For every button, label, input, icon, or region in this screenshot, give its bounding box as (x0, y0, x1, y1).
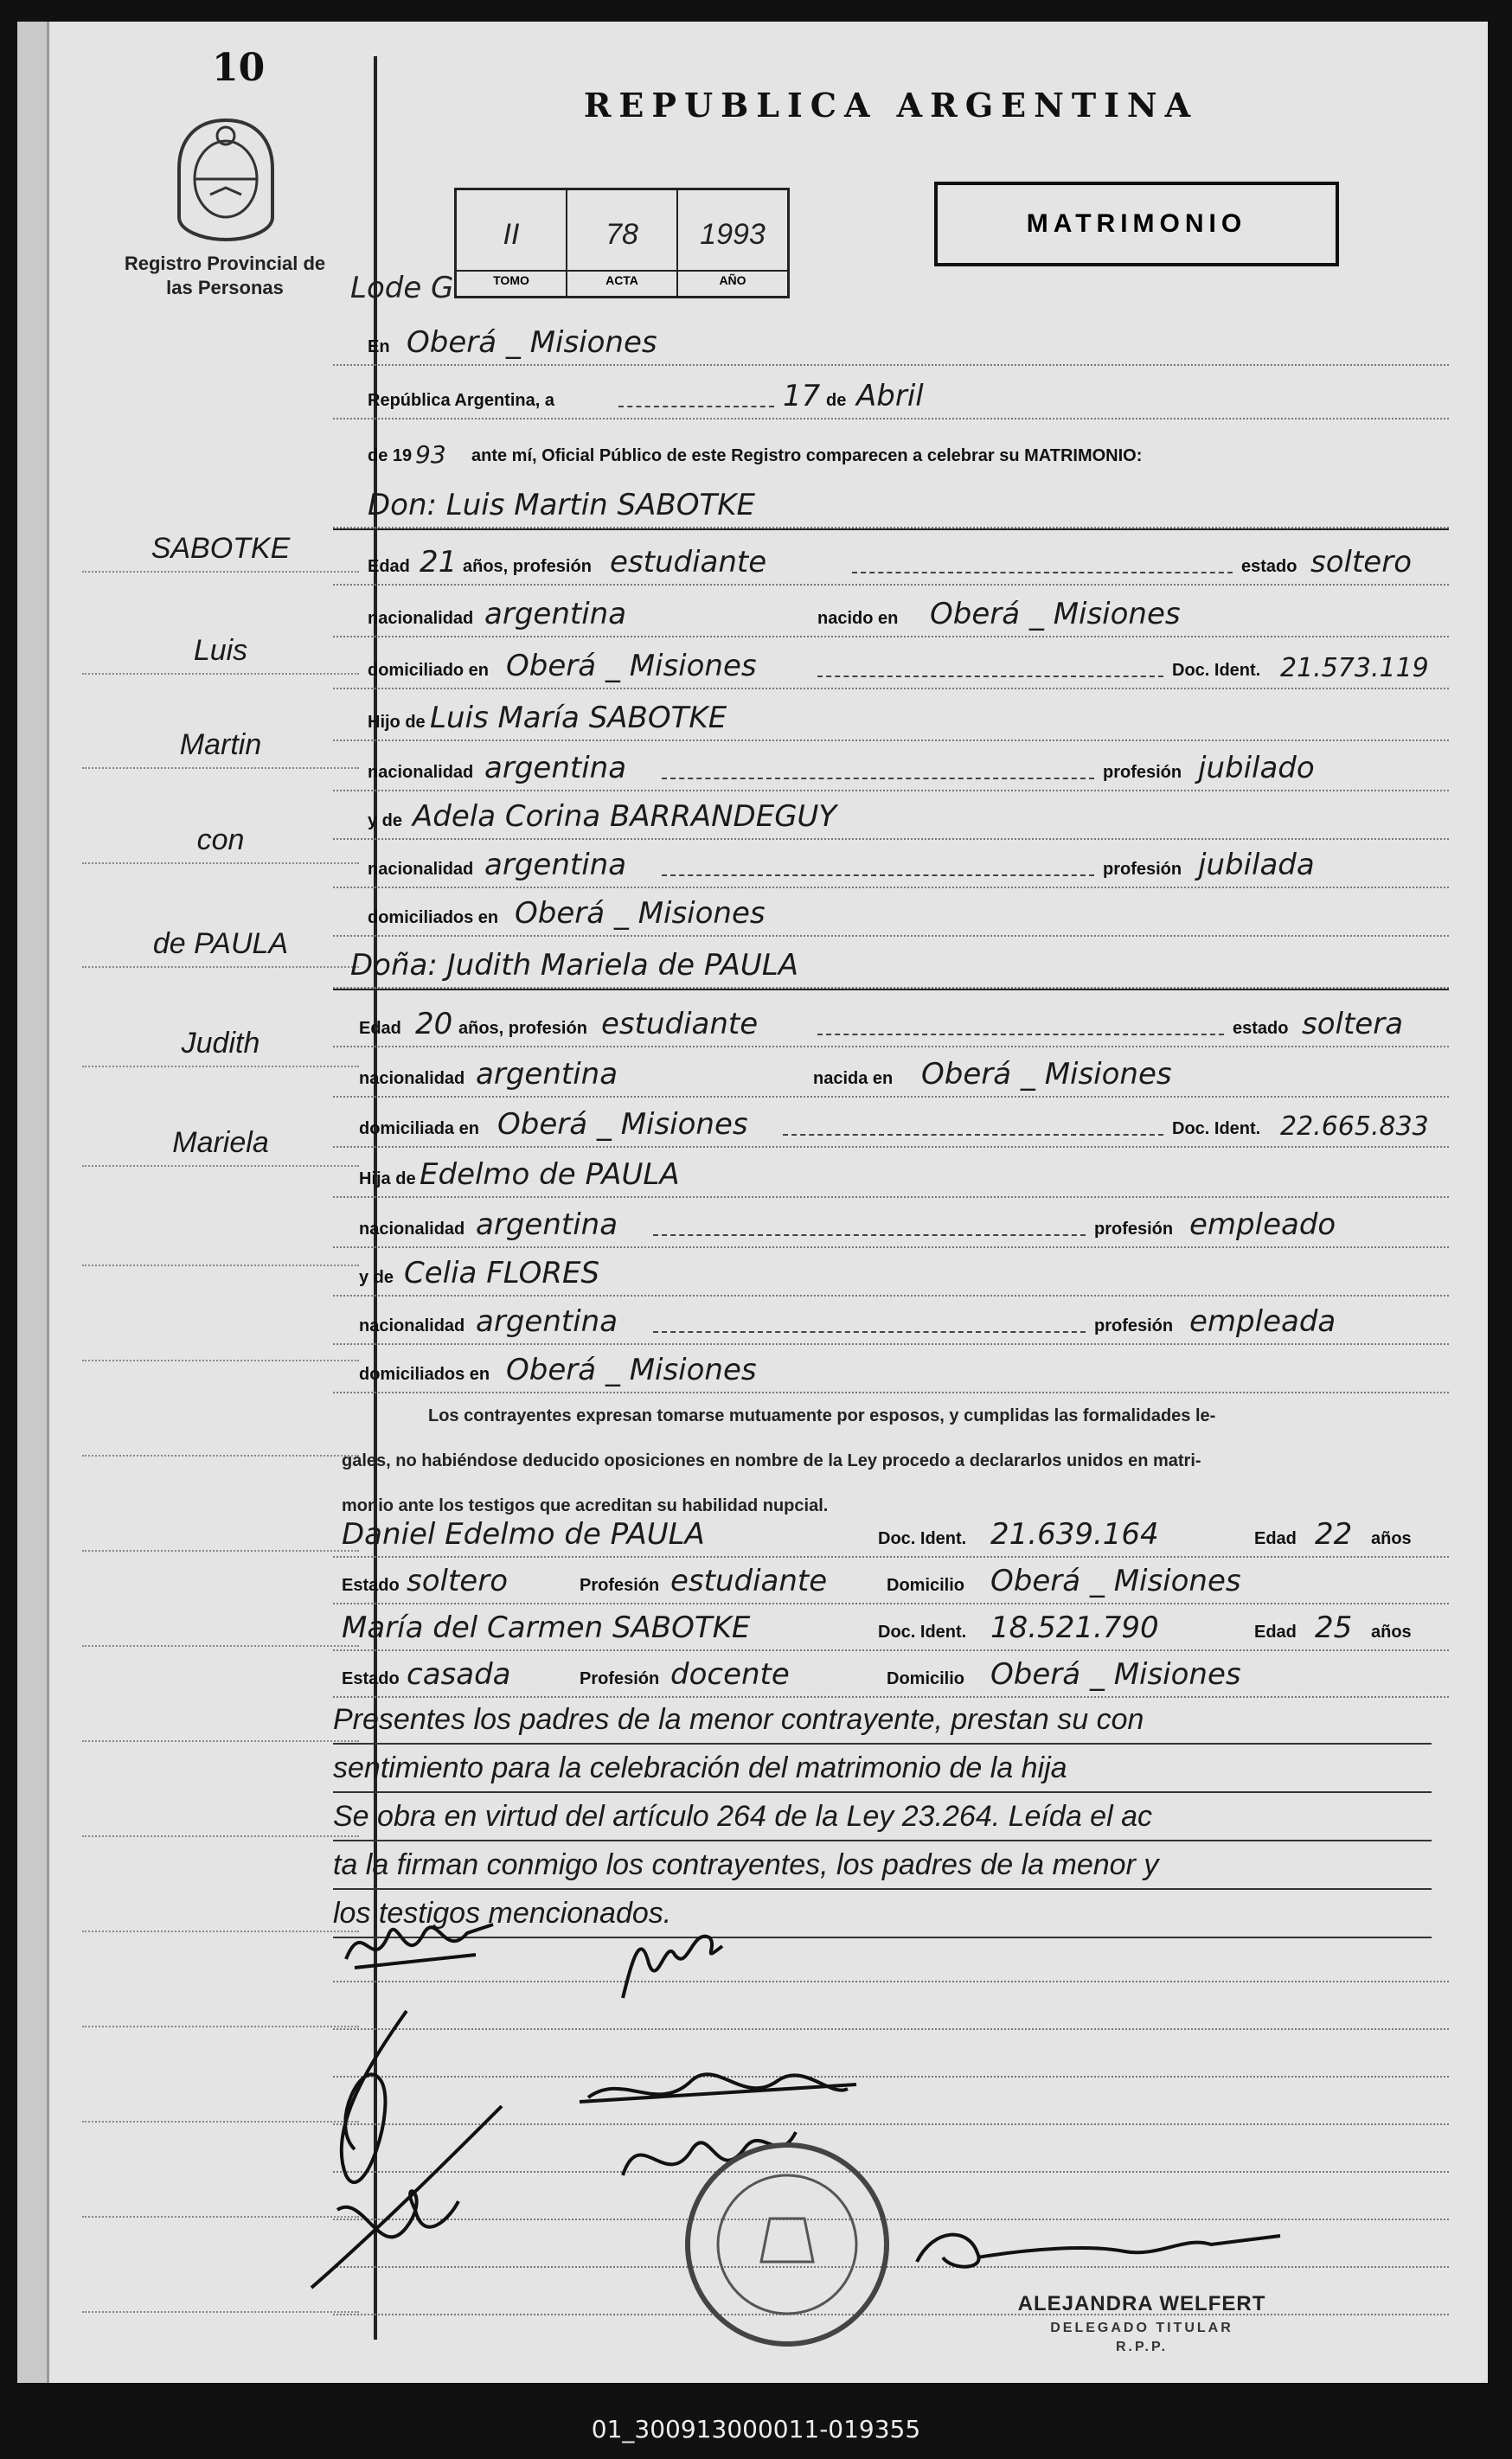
tomo-cell (457, 190, 567, 296)
official-stamp-icon (614, 2115, 900, 2366)
profesion-label: profesión (1103, 763, 1182, 782)
groom-mother: Adela Corina BARRANDEGUY (413, 799, 837, 834)
groom-mother-profession: jubilada (1198, 848, 1315, 882)
witness-1-status: soltero (407, 1564, 508, 1598)
line-novio-padre-nac (333, 743, 1449, 791)
dash-fill (618, 406, 774, 407)
doc-ident-label: Doc. Ident. (1172, 1119, 1261, 1138)
declaration-line-2: gales, no habiéndose deducido oposiciones en nombre de la Ley procedo a declararlos unidos en matri- (342, 1451, 1201, 1470)
margin-line (82, 813, 359, 864)
margin-line (82, 718, 359, 769)
dash-fill (783, 1134, 1163, 1136)
witness-2-address: Oberá _ Misiones (990, 1657, 1241, 1692)
witness-2-age: 25 (1315, 1611, 1353, 1645)
codigo-annotation: Lode G (350, 271, 454, 305)
dash-fill (653, 1331, 1086, 1333)
groom-profession: estudiante (610, 545, 767, 580)
bride-mother: Celia FLORES (404, 1256, 600, 1290)
line-dona (333, 940, 1449, 989)
signature-bride (605, 1911, 735, 2007)
margin-name-2: Martin (179, 728, 262, 761)
nacionalidad-label: nacionalidad (368, 860, 474, 879)
dash-fill (662, 874, 1094, 876)
nacido-en-label: nacido en (817, 609, 899, 628)
domiciliado-en-label: domiciliado en (368, 661, 490, 680)
margin-name-1: Luis (193, 634, 248, 667)
signature-official (900, 2210, 1297, 2288)
margin-name-3: Judith (181, 1027, 260, 1060)
dash-fill (653, 1234, 1086, 1236)
hija-de-label: Hija de (359, 1169, 416, 1188)
nacionalidad-label: nacionalidad (359, 1220, 465, 1239)
note-line-1: Presentes los padres de la menor contrayente, prestan su con (333, 1696, 1432, 1745)
line-lugar (333, 317, 1449, 366)
dash-fill (662, 778, 1094, 779)
profesion-label: profesión (1103, 860, 1182, 879)
document-title: REPUBLICA ARGENTINA (583, 86, 1199, 125)
groom-father-nationality: argentina (484, 751, 627, 785)
margin-line (82, 522, 359, 573)
bride-name: Doña: Judith Mariela de PAULA (350, 948, 798, 983)
margin-surname-bride: de PAULA (152, 927, 289, 960)
margin-name-4: Mariela (172, 1126, 269, 1159)
anos-label: años (1371, 1623, 1412, 1642)
line-don (333, 480, 1449, 528)
signature-groom (337, 1907, 502, 1985)
note-line-5: los testigos mencionados. (333, 1890, 1432, 1938)
margin-line (82, 917, 359, 968)
dia-value: 17 (783, 379, 821, 413)
line-novio-padres-dom (333, 888, 1449, 937)
witness-2-status: casada (407, 1657, 511, 1692)
nacida-en-label: nacida en (813, 1069, 894, 1088)
margin-line (82, 1310, 359, 1361)
line-novia-madre-nac (333, 1297, 1449, 1345)
dash-fill (817, 676, 1163, 677)
bride-profession: estudiante (601, 1007, 759, 1041)
line-testigo-2-datos (333, 1649, 1449, 1698)
binding-strip (17, 22, 49, 2383)
signature-witness-1 (277, 2002, 554, 2296)
line-novio-nac (333, 589, 1449, 637)
domiciliados-en-label: domiciliados en (359, 1365, 490, 1384)
witness-1-address: Oberá _ Misiones (990, 1564, 1241, 1598)
y-de-label: y de (359, 1268, 394, 1287)
anos-label: años (1371, 1529, 1412, 1548)
dash-fill (817, 1034, 1224, 1035)
registro-box (454, 188, 790, 298)
dash-fill (852, 572, 1233, 573)
line-testigo-1-datos (333, 1556, 1449, 1604)
anos-profesion-label: años, profesión (463, 557, 592, 576)
margin-con: con (196, 823, 245, 856)
line-novia-padre (333, 1149, 1449, 1198)
margin-line (82, 1116, 359, 1167)
nacionalidad-label: nacionalidad (359, 1316, 465, 1335)
margin-surname-groom: SABOTKE (151, 532, 291, 565)
domicilio-label: Domicilio (887, 1576, 965, 1595)
declaration-line-3: monio ante los testigos que acreditan su habilidad nupcial. (342, 1496, 829, 1515)
anio-sufijo: 93 (415, 440, 446, 469)
margin-line (82, 1016, 359, 1067)
bride-parents-address: Oberá _ Misiones (506, 1353, 757, 1387)
en-value: Oberá _ Misiones (407, 325, 657, 360)
domiciliada-en-label: domiciliada en (359, 1119, 479, 1138)
line-novio-dom (333, 641, 1449, 689)
line-novio-madre (333, 791, 1449, 840)
line-novio-edad (333, 537, 1449, 586)
groom-document: 21.573.119 (1280, 653, 1429, 683)
estado-label: Estado (342, 1669, 400, 1688)
anos-profesion-label: años, profesión (458, 1019, 587, 1038)
groom-status: soltero (1310, 545, 1412, 580)
y-de-label: y de (368, 811, 403, 830)
registry-label: Registro Provincial de las Personas (124, 253, 326, 298)
section-rule (333, 989, 1449, 990)
groom-birthplace: Oberá _ Misiones (930, 597, 1181, 631)
margin-line (82, 1786, 359, 1837)
official-acronym: R.P.P. (1115, 2340, 1169, 2354)
domiciliados-en-label: domiciliados en (368, 908, 499, 927)
line-testigo-1 (333, 1509, 1449, 1558)
line-novio-madre-nac (333, 840, 1449, 888)
estado-label: Estado (342, 1576, 400, 1595)
anio-prefix: de 19 (368, 446, 413, 465)
groom-name: Don: Luis Martin SABOTKE (368, 488, 756, 522)
republica-label: República Argentina, a (368, 391, 554, 410)
margin-line (82, 1691, 359, 1742)
groom-parents-address: Oberá _ Misiones (515, 896, 766, 931)
line-comparecen (333, 426, 1449, 473)
witness-1-name: Daniel Edelmo de PAULA (342, 1517, 705, 1552)
mes-value: Abril (856, 379, 924, 413)
groom-mother-nationality: argentina (484, 848, 627, 882)
provincial-seal-icon (169, 115, 283, 243)
profesion-label: Profesión (580, 1576, 660, 1595)
line-testigo-2 (333, 1603, 1449, 1651)
estado-label: estado (1241, 557, 1297, 576)
witness-1-document: 21.639.164 (990, 1517, 1159, 1552)
witness-2-document: 18.521.790 (990, 1611, 1159, 1645)
margin-line (82, 1406, 359, 1457)
witness-2-profession: docente (670, 1657, 790, 1692)
edad-label: Edad (359, 1019, 401, 1038)
profesion-label: profesión (1094, 1220, 1174, 1239)
anio-label: AÑO (678, 270, 787, 287)
image-identifier: 01_300913000011-019355 (591, 2415, 921, 2443)
hijo-de-label: Hijo de (368, 713, 426, 732)
acta-cell (567, 190, 678, 296)
tomo-value: II (503, 218, 520, 251)
line-novia-dom (333, 1099, 1449, 1148)
official-title: DELEGADO TITULAR (1050, 2321, 1233, 2335)
note-line-3: Se obra en virtud del artículo 264 de la Ley 23.264. Leída el ac (333, 1793, 1432, 1841)
margin-line (82, 1501, 359, 1552)
handwritten-notes (333, 1696, 1432, 1938)
de-label: de (826, 391, 847, 410)
estado-label: estado (1233, 1019, 1289, 1038)
tomo-label: TOMO (457, 270, 566, 287)
domicilio-label: Domicilio (887, 1669, 965, 1688)
bride-status: soltera (1302, 1007, 1404, 1041)
note-line-4: ta la firman conmigo los contrayentes, los padres de la menor y (333, 1841, 1432, 1890)
bride-father: Edelmo de PAULA (420, 1157, 680, 1192)
nacionalidad-label: nacionalidad (359, 1069, 465, 1088)
declaration-line-1: Los contrayentes expresan tomarse mutuamente por esposos, y cumplidas las formalidades le- (428, 1406, 1216, 1425)
nacionalidad-label: nacionalidad (368, 763, 474, 782)
bride-birthplace: Oberá _ Misiones (921, 1057, 1172, 1092)
comparecen-text: ante mí, Oficial Público de este Registro comparecen a celebrar su MATRIMONIO: (471, 446, 1143, 465)
bride-father-profession: empleado (1189, 1207, 1336, 1242)
bride-age: 20 (415, 1007, 453, 1041)
line-fecha (333, 371, 1449, 419)
bride-mother-profession: empleada (1189, 1304, 1336, 1339)
margin-line (82, 1596, 359, 1647)
doc-ident-label: Doc. Ident. (878, 1623, 967, 1642)
section-rule (333, 528, 1449, 530)
acta-label: ACTA (567, 270, 676, 287)
groom-nationality: argentina (484, 597, 627, 631)
groom-father: Luis María SABOTKE (430, 701, 727, 735)
note-line-2: sentimiento para la celebración del matrimonio de la hija (333, 1745, 1432, 1793)
margin-line (82, 1881, 359, 1932)
bride-address: Oberá _ Misiones (497, 1107, 748, 1142)
nacionalidad-label: nacionalidad (368, 609, 474, 628)
line-novia-edad (333, 999, 1449, 1047)
witness-1-age: 22 (1315, 1517, 1353, 1552)
line-novia-padre-nac (333, 1200, 1449, 1248)
bride-mother-nationality: argentina (476, 1304, 618, 1339)
anio-value: 1993 (700, 218, 766, 251)
margin-line (82, 1215, 359, 1266)
witness-1-profession: estudiante (670, 1564, 828, 1598)
line-novia-nac (333, 1049, 1449, 1098)
edad-label: Edad (1254, 1529, 1297, 1548)
en-label: En (368, 337, 390, 356)
doc-ident-label: Doc. Ident. (878, 1529, 967, 1548)
witness-2-name: María del Carmen SABOTKE (342, 1611, 751, 1645)
declaration-paragraph (342, 1393, 1432, 1528)
page-number: 10 (212, 46, 266, 90)
line-novia-madre (333, 1248, 1449, 1297)
official-name: ALEJANDRA WELFERT (1017, 2292, 1266, 2315)
margin-line (82, 624, 359, 675)
profesion-label: Profesión (580, 1669, 660, 1688)
groom-age: 21 (420, 545, 458, 580)
bride-father-nationality: argentina (476, 1207, 618, 1242)
acta-value: 78 (605, 218, 638, 251)
line-novia-padres-dom (333, 1345, 1449, 1393)
edad-label: Edad (368, 557, 410, 576)
doc-ident-label: Doc. Ident. (1172, 661, 1261, 680)
register-page (17, 22, 1488, 2383)
anio-cell (678, 190, 787, 296)
bride-document: 22.665.833 (1280, 1111, 1429, 1142)
groom-address: Oberá _ Misiones (506, 649, 757, 683)
edad-label: Edad (1254, 1623, 1297, 1642)
record-type-box: MATRIMONIO (934, 182, 1339, 266)
profesion-label: profesión (1094, 1316, 1174, 1335)
bride-nationality: argentina (476, 1057, 618, 1092)
line-novio-padre (333, 693, 1449, 741)
groom-father-profession: jubilado (1198, 751, 1315, 785)
